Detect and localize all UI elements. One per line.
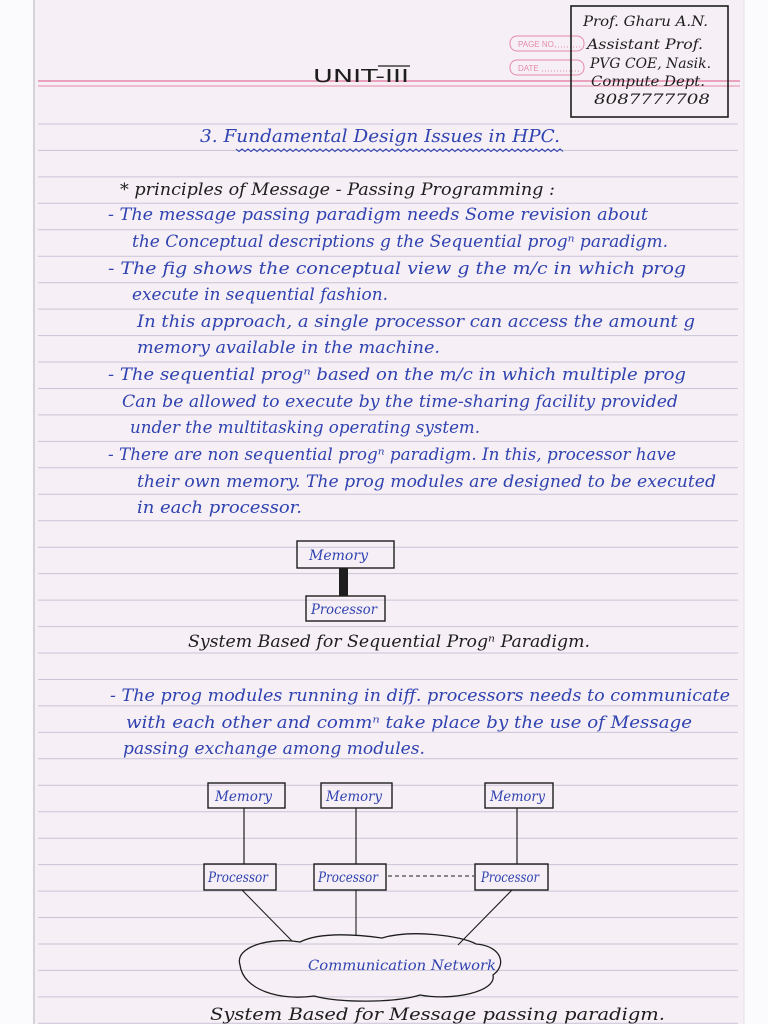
section-title: 3. Fundamental Design Issues in HPC. xyxy=(200,126,560,147)
note-line: with each other and commⁿ take place by the use of Message xyxy=(126,713,692,733)
author-department: Compute Dept. xyxy=(591,74,705,90)
memory-label: Memory xyxy=(325,789,384,805)
note-line: memory available in the machine. xyxy=(137,338,440,358)
author-name: Prof. Gharu A.N. xyxy=(581,14,708,30)
processor-label: Processor xyxy=(310,602,379,618)
unit-title: UNIT-III xyxy=(313,66,409,87)
note-line: - There are non sequential progⁿ paradigm. In this, processor have xyxy=(108,445,676,465)
author-phone: 8087777708 xyxy=(594,92,711,108)
note-line: In this approach, a single processor can access the amount g xyxy=(135,312,696,332)
author-designation: Assistant Prof. xyxy=(584,37,703,53)
note-line: execute in sequential fashion. xyxy=(132,285,388,305)
note-line: passing exchange among modules. xyxy=(123,739,425,759)
note-line: the Conceptual descriptions g the Sequential progⁿ paradigm. xyxy=(132,232,668,252)
note-line: - The message passing paradigm needs Some revision about xyxy=(108,205,649,225)
date-label: DATE xyxy=(518,64,539,73)
author-college: PVG COE, Nasik. xyxy=(589,56,711,72)
memory-label: Memory xyxy=(214,789,274,805)
note-line: - The fig shows the conceptual view g the m/c in which prog xyxy=(108,259,687,279)
note-line: in each processor. xyxy=(137,498,302,518)
note-line: Can be allowed to execute by the time-sharing facility provided xyxy=(122,392,679,412)
processor-label: Processor xyxy=(207,870,270,886)
note-line: - The sequential progⁿ based on the m/c in which multiple prog xyxy=(108,365,687,385)
page-number-label: PAGE NO. xyxy=(518,40,557,49)
memory-label: Memory xyxy=(489,789,547,805)
memory-processor-connector xyxy=(339,568,348,596)
note-line: - The prog modules running in diff. processors needs to communicate xyxy=(110,686,730,706)
author-box xyxy=(571,6,728,117)
processor-label: Processor xyxy=(480,870,541,886)
note-line: under the multitasking operating system. xyxy=(130,418,480,438)
network-label: Communication Network xyxy=(308,958,496,974)
processor-label: Processor xyxy=(317,870,380,886)
diagram-caption: System Based for Message passing paradigm. xyxy=(210,1005,665,1024)
subheading: * principles of Message - Passing Programming : xyxy=(120,180,555,200)
note-line: their own memory. The prog modules are designed to be executed xyxy=(137,472,717,492)
memory-label: Memory xyxy=(307,548,370,564)
diagram-caption: System Based for Sequential Progⁿ Paradigm. xyxy=(188,632,590,652)
